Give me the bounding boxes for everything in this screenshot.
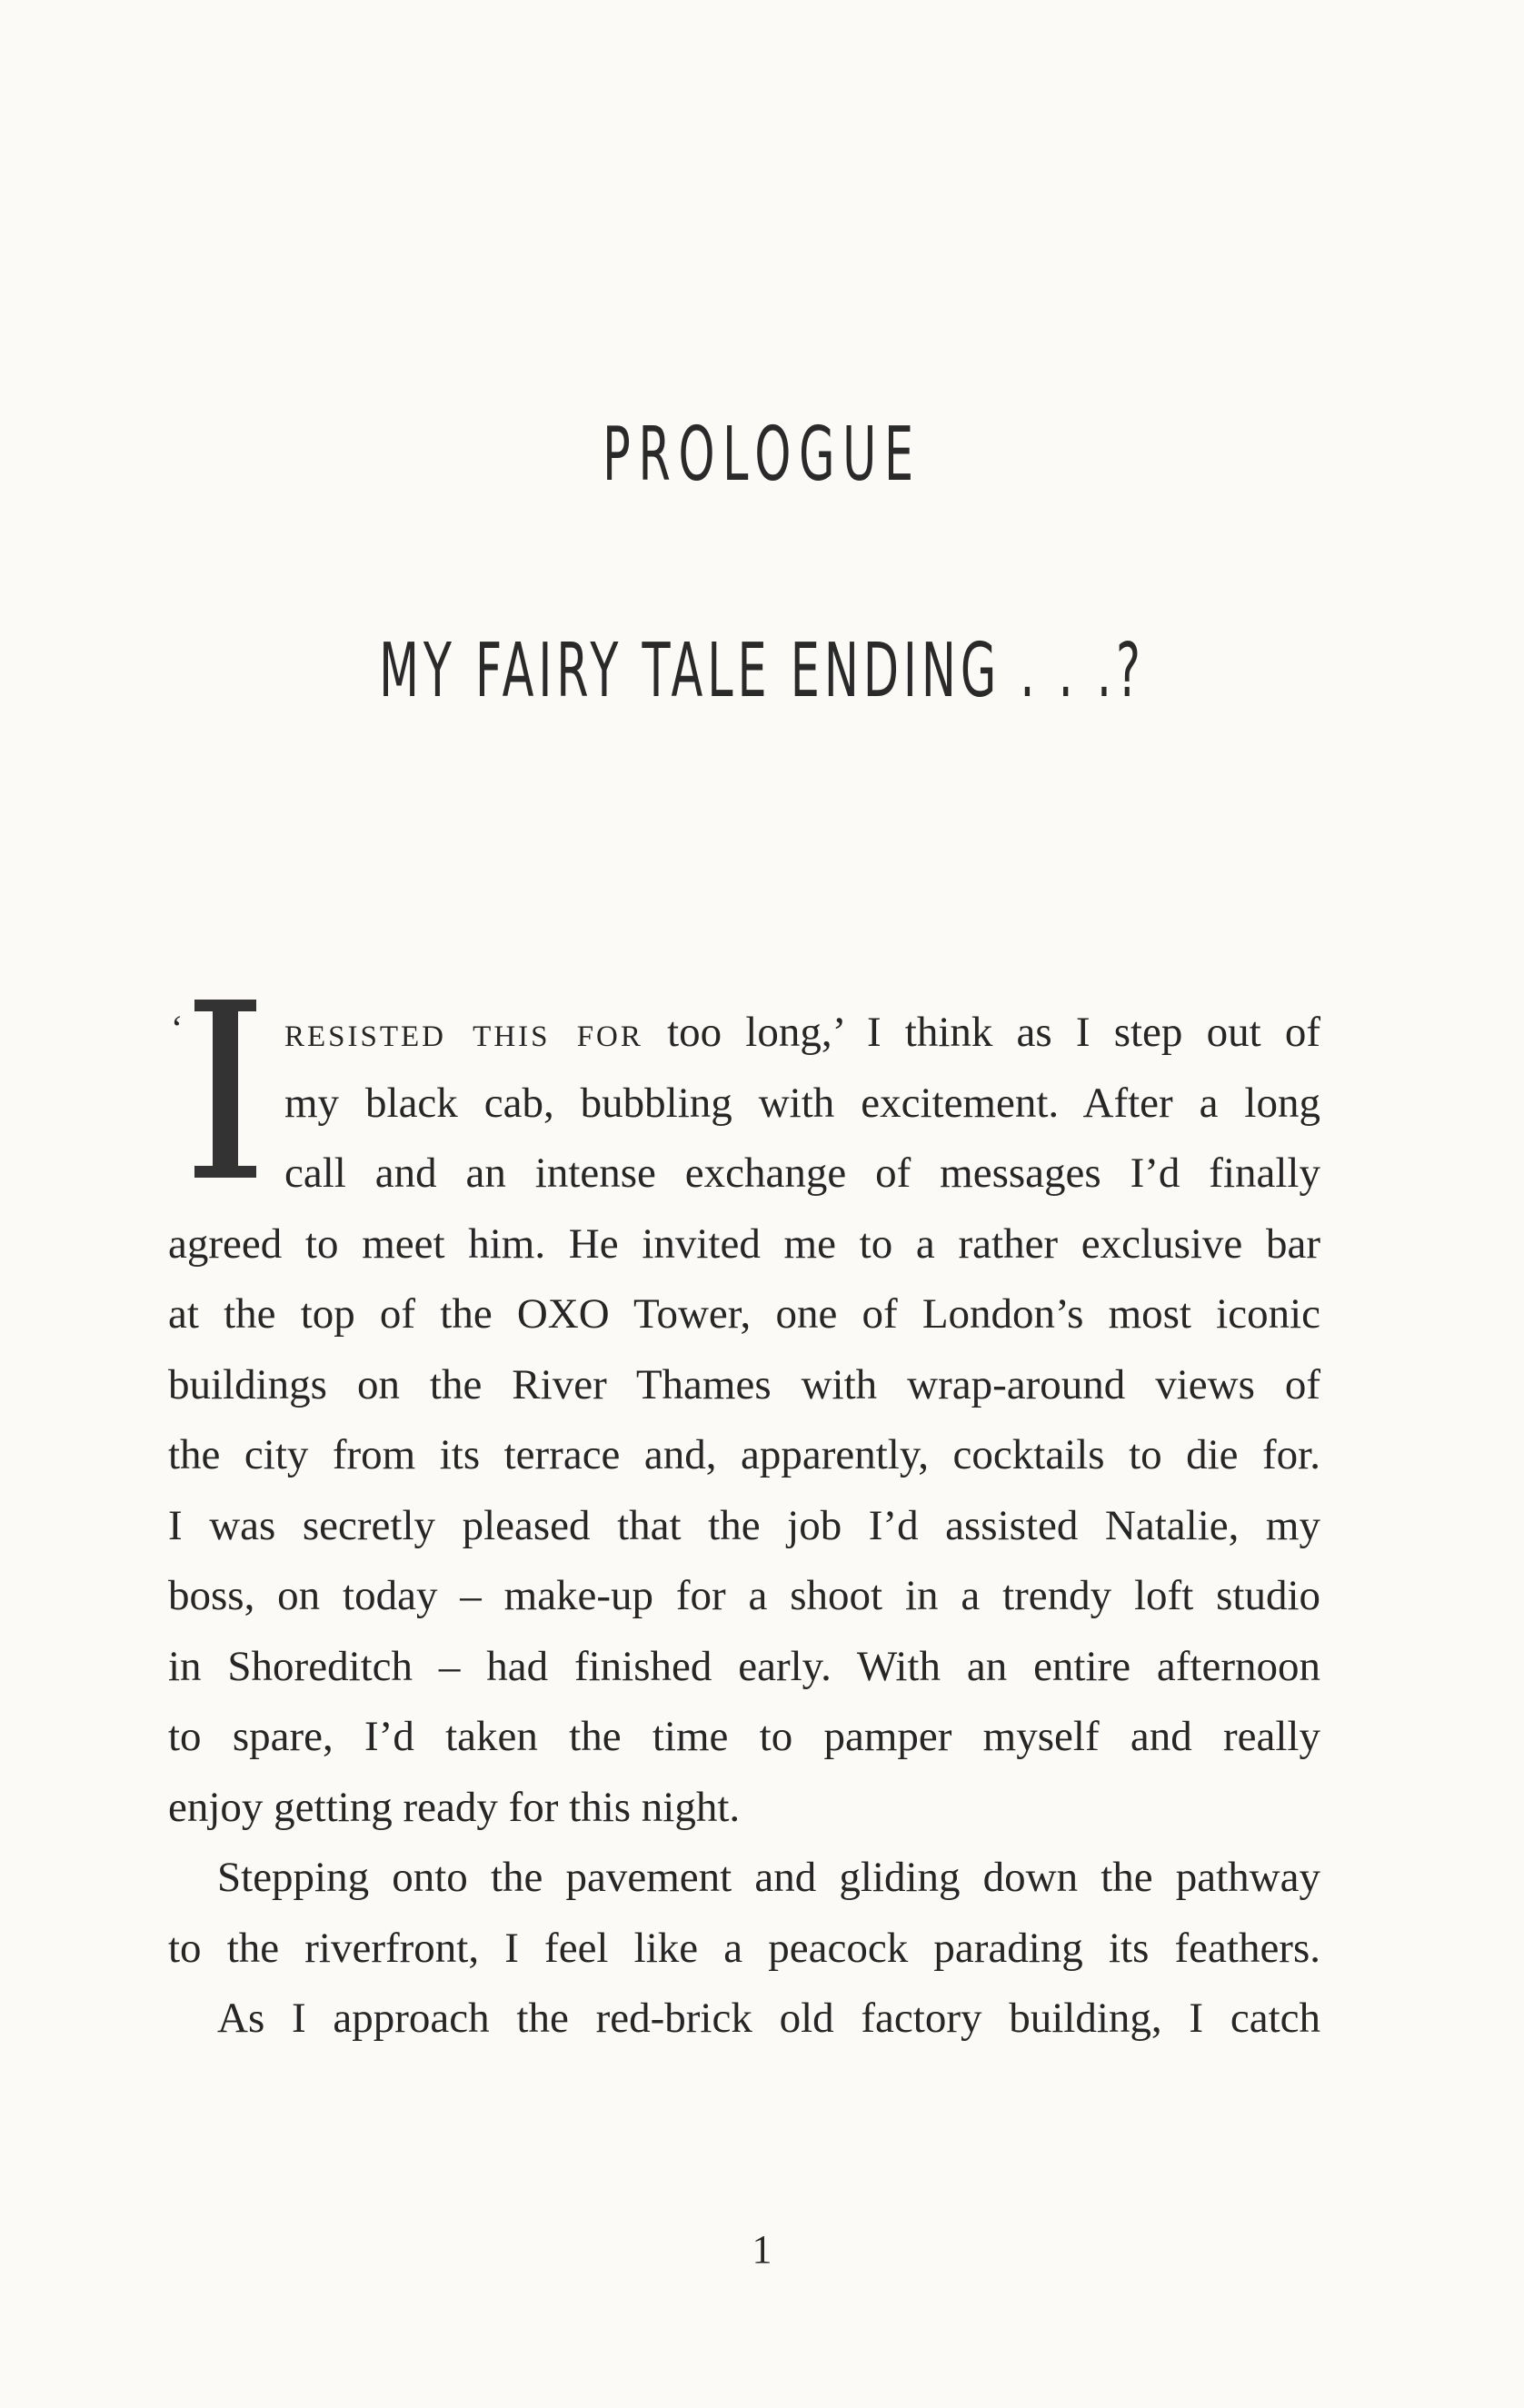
text-line: enjoy getting ready for this night. (168, 1783, 741, 1831)
text-line: As I approach the red-brick old factory building, I catch (217, 1995, 1320, 2042)
text-line: to spare, I’d taken the time to pamper myself and really (168, 1713, 1320, 1760)
text-line: to the riverfront, I feel like a peacock parading its feathers. (168, 1924, 1320, 1972)
text-line: I was secretly pleased that the job I’d assisted Natalie, my (168, 1501, 1320, 1549)
chapter-title: MY FAIRY TALE ENDING . . .? (379, 628, 1145, 714)
opening-quote-mark: ‘ (171, 1008, 184, 1049)
text-line: boss, on today – make-up for a shoot in a trendy loft studio (168, 1572, 1320, 1619)
text-line: buildings on the River Thames with wrap-around views of (168, 1360, 1320, 1408)
first-line-rest: too long,’ I think as I step out of (642, 1009, 1320, 1056)
text-line: my black cab, bubbling with excitement. After a long (284, 1079, 1320, 1127)
text-line: Stepping onto the pavement and gliding down the pathway (217, 1854, 1320, 1901)
smallcaps-lead-in: resisted this for (284, 1009, 643, 1056)
text-line: call and an intense exchange of messages I’d finally (284, 1149, 1320, 1197)
body-text (168, 998, 1320, 2055)
chapter-label: PROLOGUE (603, 412, 921, 498)
page-number: 1 (752, 2227, 772, 2272)
text-line: the city from its terrace and, apparently, cocktails to die for. (168, 1431, 1320, 1478)
text-line: in Shoreditch – had finished early. With an entire afternoon (168, 1642, 1320, 1690)
text-line (168, 998, 1320, 1069)
text-line: agreed to meet him. He invited me to a rather exclusive bar (168, 1219, 1320, 1268)
text-line: at the top of the OXO Tower, one of London’s most iconic (168, 1290, 1320, 1338)
